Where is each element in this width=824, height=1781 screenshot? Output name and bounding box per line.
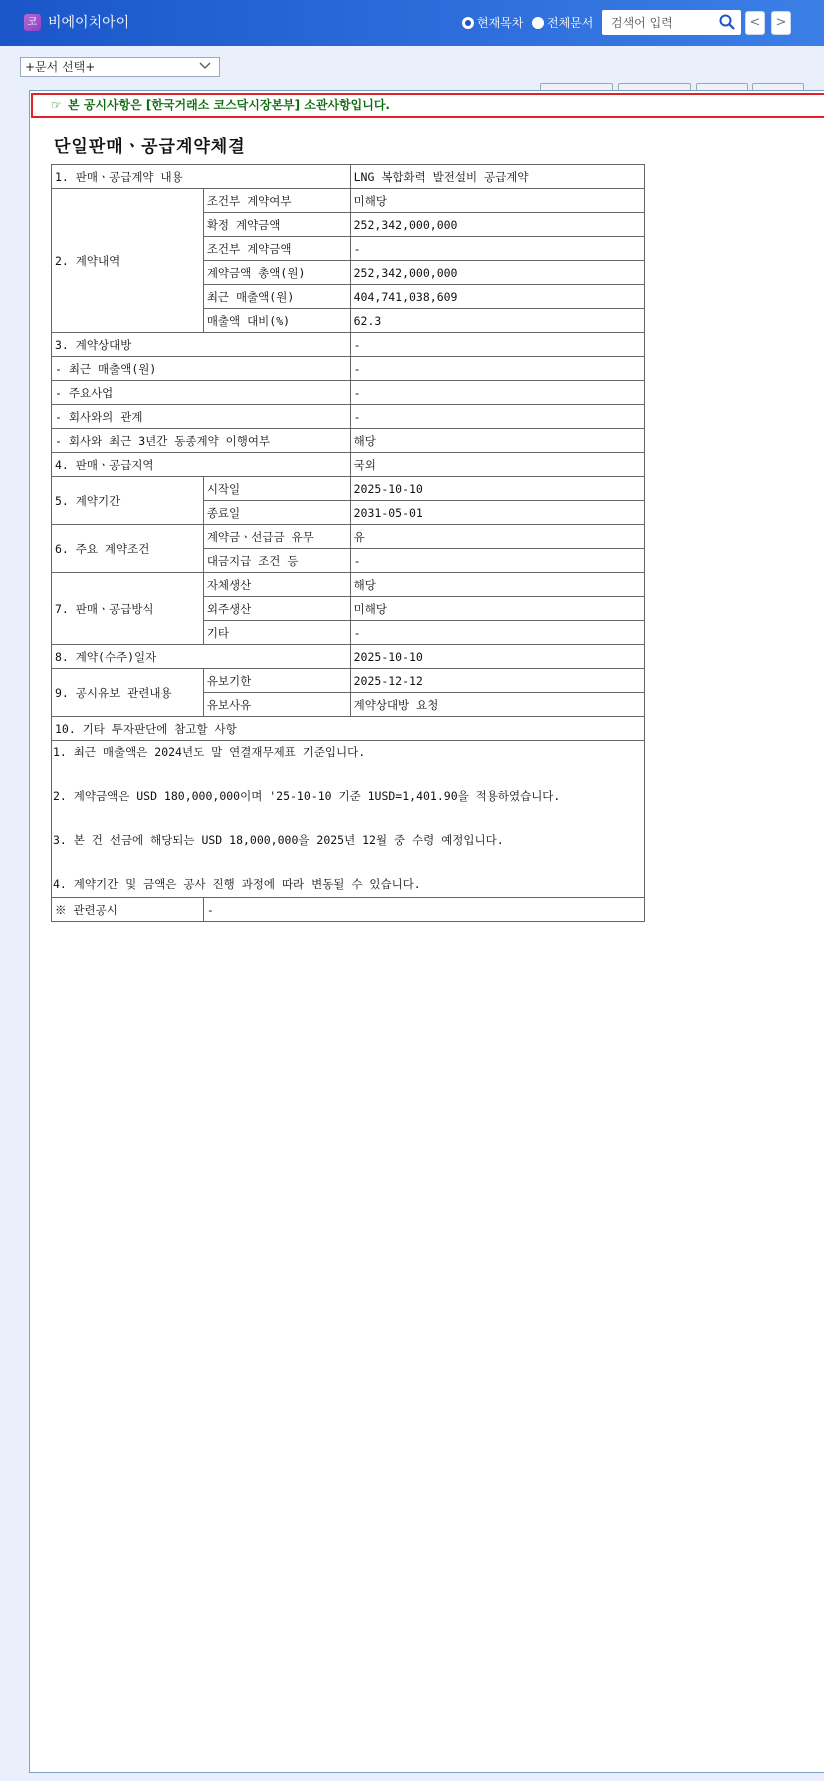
table-row xyxy=(52,189,645,213)
jurisdiction-notice xyxy=(31,93,824,118)
row-sublabel: 계약금ㆍ선급금 유무 xyxy=(203,525,350,549)
row-value: - xyxy=(350,621,644,645)
table-row xyxy=(52,333,645,357)
row-label: 2. 계약내역 xyxy=(52,189,204,333)
radio-all-label: 전체문서 xyxy=(547,16,594,30)
table-row xyxy=(52,477,645,501)
row-label: 1. 판매ㆍ공급계약 내용 xyxy=(52,165,351,189)
table-row xyxy=(52,453,645,477)
row-value: 252,342,000,000 xyxy=(350,213,644,237)
row-label: ※ 관련공시 xyxy=(52,898,204,922)
row-sublabel: 대금지급 조건 등 xyxy=(203,549,350,573)
search-placeholder: 검색어 입력 xyxy=(611,16,673,30)
row-sublabel: 매출액 대비(%) xyxy=(203,309,350,333)
search-icon[interactable] xyxy=(719,14,735,30)
row-label: 5. 계약기간 xyxy=(52,477,204,525)
row-sublabel: 유보사유 xyxy=(203,693,350,717)
row-label: - 회사와의 관계 xyxy=(52,405,351,429)
row-value: 62.3 xyxy=(350,309,644,333)
row-label: 7. 판매ㆍ공급방식 xyxy=(52,573,204,645)
notes-cell xyxy=(52,741,645,898)
row-value: 미해당 xyxy=(350,597,644,621)
note-line: 4. 계약기간 및 금액은 공사 진행 과정에 따라 변동될 수 있습니다. xyxy=(53,877,421,891)
table-row xyxy=(52,669,645,693)
row-value: LNG 복합화력 발전설비 공급계약 xyxy=(350,165,644,189)
radio-on-icon[interactable] xyxy=(462,17,474,29)
row-value: - xyxy=(350,549,644,573)
kosdaq-badge-icon: 코 xyxy=(24,14,41,31)
row-value: 유 xyxy=(350,525,644,549)
radio-off-icon[interactable] xyxy=(532,17,544,29)
row-value: 미해당 xyxy=(350,189,644,213)
row-label: 10. 기타 투자판단에 참고할 사항 xyxy=(52,717,645,741)
row-value: 해당 xyxy=(350,573,644,597)
row-value: - xyxy=(350,405,644,429)
pointing-hand-icon: ☞ xyxy=(51,98,62,112)
row-label: 3. 계약상대방 xyxy=(52,333,351,357)
prev-button[interactable]: < xyxy=(745,11,765,35)
row-label: 8. 계약(수주)일자 xyxy=(52,645,351,669)
row-sublabel: 외주생산 xyxy=(203,597,350,621)
table-row xyxy=(52,525,645,549)
table-row xyxy=(52,717,645,741)
table-row xyxy=(52,429,645,453)
row-label: - 최근 매출액(원) xyxy=(52,357,351,381)
row-value: 252,342,000,000 xyxy=(350,261,644,285)
row-sublabel: 종료일 xyxy=(203,501,350,525)
row-value: 2031-05-01 xyxy=(350,501,644,525)
table-row xyxy=(52,165,645,189)
row-label: 4. 판매ㆍ공급지역 xyxy=(52,453,351,477)
row-sublabel: 최근 매출액(원) xyxy=(203,285,350,309)
note-line: 1. 최근 매출액은 2024년도 말 연결재무제표 기준입니다. xyxy=(53,745,366,759)
page-title: 단일판매ㆍ공급계약체결 xyxy=(54,137,246,157)
table-row xyxy=(52,741,645,898)
row-value: 2025-12-12 xyxy=(350,669,644,693)
row-value: 2025-10-10 xyxy=(350,645,644,669)
document-select[interactable] xyxy=(20,57,220,77)
table-row xyxy=(52,573,645,597)
row-value: 국외 xyxy=(350,453,644,477)
row-sublabel: 확정 계약금액 xyxy=(203,213,350,237)
row-value: 404,741,038,609 xyxy=(350,285,644,309)
row-value: 계약상대방 요청 xyxy=(350,693,644,717)
row-sublabel: 조건부 계약여부 xyxy=(203,189,350,213)
row-label: 9. 공시유보 관련내용 xyxy=(52,669,204,717)
row-label: - 주요사업 xyxy=(52,381,351,405)
company-name: 비에이치아이 xyxy=(48,15,130,31)
row-label: - 회사와 최근 3년간 동종계약 이행여부 xyxy=(52,429,351,453)
row-value: - xyxy=(350,381,644,405)
row-sublabel: 조건부 계약금액 xyxy=(203,237,350,261)
row-sublabel: 자체생산 xyxy=(203,573,350,597)
row-sublabel: 기타 xyxy=(203,621,350,645)
radio-all-docs[interactable] xyxy=(532,14,593,31)
row-value: 해당 xyxy=(350,429,644,453)
top-header xyxy=(0,0,824,46)
table-row xyxy=(52,645,645,669)
table-row xyxy=(52,405,645,429)
row-label: 6. 주요 계약조건 xyxy=(52,525,204,573)
next-button[interactable]: > xyxy=(771,11,791,35)
row-value: - xyxy=(350,333,644,357)
row-value: - xyxy=(203,898,644,922)
radio-current-toc[interactable] xyxy=(462,14,523,31)
row-sublabel: 시작일 xyxy=(203,477,350,501)
note-line: 2. 계약금액은 USD 180,000,000이며 '25-10-10 기준 1USD=1,401.90을 적용하였습니다. xyxy=(53,789,561,803)
row-value: - xyxy=(350,357,644,381)
radio-current-label: 현재목차 xyxy=(477,16,524,30)
table-row xyxy=(52,898,645,922)
table-row xyxy=(52,381,645,405)
row-value: - xyxy=(350,237,644,261)
note-line: 3. 본 건 선금에 해당되는 USD 18,000,000을 2025년 12월 중 수령 예정입니다. xyxy=(53,833,504,847)
chevron-down-icon xyxy=(199,61,211,71)
search-input[interactable] xyxy=(602,10,741,35)
document-select-value: +문서 선택+ xyxy=(25,60,96,74)
row-value: 2025-10-10 xyxy=(350,477,644,501)
notice-text: 본 공시사항은 [한국거래소 코스닥시장본부] 소관사항입니다. xyxy=(67,98,390,112)
row-sublabel: 유보기한 xyxy=(203,669,350,693)
disclosure-table xyxy=(51,164,645,922)
table-row xyxy=(52,357,645,381)
row-sublabel: 계약금액 총액(원) xyxy=(203,261,350,285)
